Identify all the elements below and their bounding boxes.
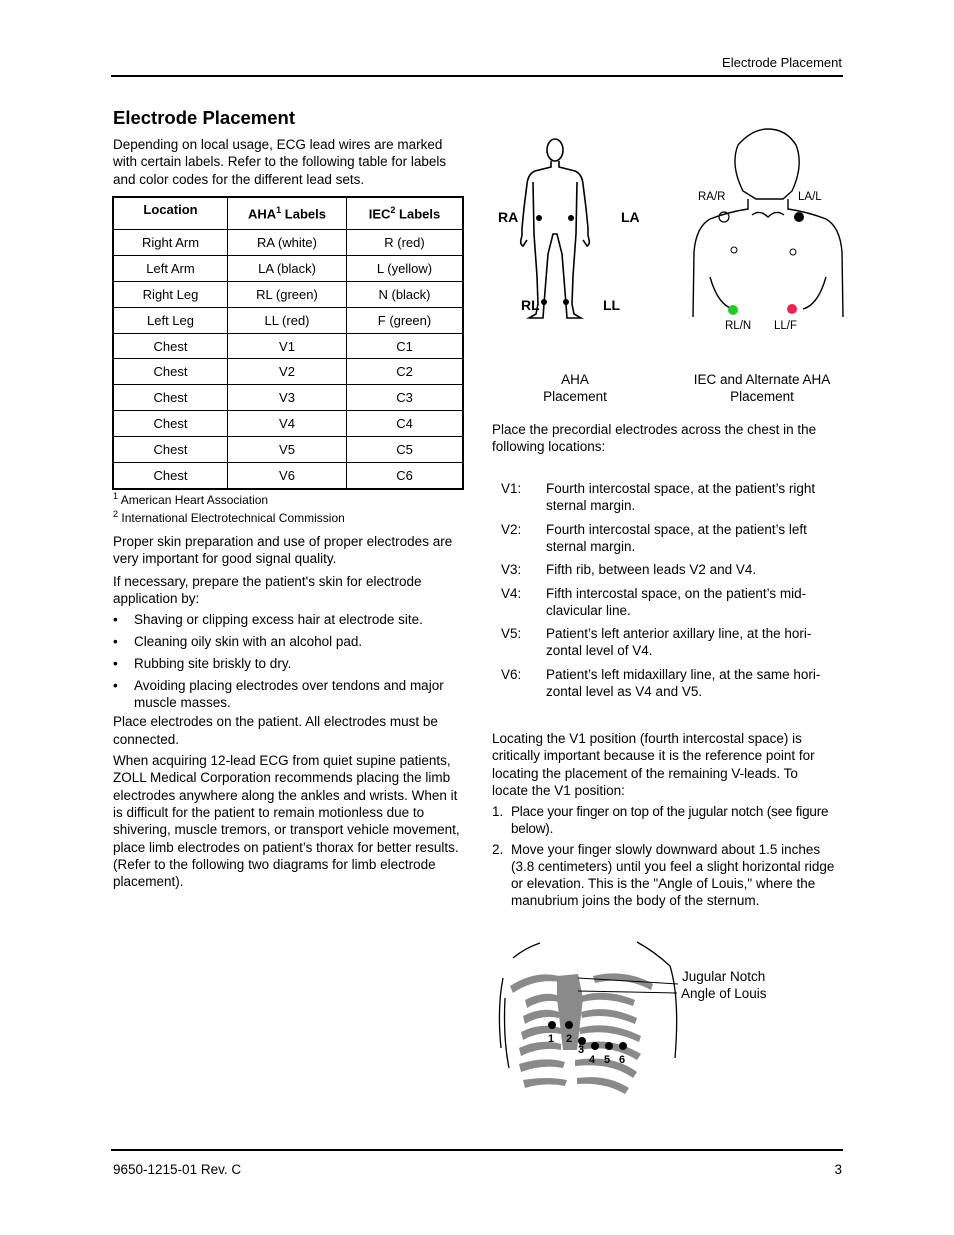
lead-key: V5: xyxy=(501,626,522,641)
iec-label-cell: C2 xyxy=(347,359,464,385)
chest-landmark-diagram xyxy=(495,938,785,1116)
list-item: • Cleaning oily skin with an alcohol pad. xyxy=(113,633,463,650)
lead-key: V2: xyxy=(501,522,522,537)
list-item: • Avoiding placing electrodes over tendons and major muscle masses. xyxy=(113,677,463,712)
footnotes xyxy=(113,489,345,525)
aha-label-cell: V5 xyxy=(228,437,347,463)
lead-key: V4: xyxy=(501,586,522,601)
v1-steps-list xyxy=(492,803,844,913)
v1-locating-intro: Locating the V1 position (fourth intercostal space) is critically important because it is the reference point for locating the placement of the remaining V-leads. To locate the V1 position: xyxy=(492,731,815,798)
page-number: 3 xyxy=(834,1162,842,1177)
aha-label-cell: V3 xyxy=(228,385,347,411)
place-electrodes-paragraph: Place electrodes on the patient. All electrodes must be connected. xyxy=(113,714,438,747)
iec-rl-label: RL/N xyxy=(725,320,752,332)
lead-description: Fifth intercostal space, on the patient’s mid-clavicular line. xyxy=(546,586,807,618)
precordial-lead-item xyxy=(501,666,841,700)
iec-label-cell: L (yellow) xyxy=(347,255,464,281)
table-row xyxy=(113,333,463,359)
lead-description: Fourth intercostal space, at the patient’s right sternal margin. xyxy=(546,481,816,513)
aha-label-cell: LA (black) xyxy=(228,255,347,281)
column-header-iec: IEC$^2$ Labels xyxy=(347,197,464,230)
skin-prep-list xyxy=(113,611,463,712)
table-header-row xyxy=(113,197,463,230)
location-cell: Chest xyxy=(113,359,228,385)
footnote-2: $^2$ International Electrotechnical Commission xyxy=(113,509,345,525)
aha-ll-label: LL xyxy=(603,297,621,313)
point-3-label: 3 xyxy=(578,1044,585,1056)
footnote-1: $^1$ American Heart Association xyxy=(113,491,269,507)
location-cell: Chest xyxy=(113,411,228,437)
location-cell: Right Leg xyxy=(113,281,228,307)
location-cell: Chest xyxy=(113,463,228,489)
table-row xyxy=(113,385,463,411)
aha-label-cell: V6 xyxy=(228,463,347,489)
location-cell: Chest xyxy=(113,333,228,359)
point-6-label: 6 xyxy=(619,1054,626,1066)
iec-placement-diagram xyxy=(688,127,848,342)
aha-label-cell: RL (green) xyxy=(228,281,347,307)
list-item: 2. Move your finger slowly downward about 1.5 inches (3.8 centimeters) until you feel a slight horizontal ridge or elevation. This is the "Angle of Louis," where the manubrium joins the body of the sternum. xyxy=(492,841,835,909)
document-number: 9650-1215-01 Rev. C xyxy=(113,1162,242,1177)
recommendation-paragraph: When acquiring 12-lead ECG from quiet supine patients, ZOLL Medical Corporation recommends placing the limb electrodes anywhere along the ankles and wrists. When it is difficult for the patient to remain motionless due to shivering, muscle tremors, or transport vehicle movement, place limb electrodes on patient’s thorax for better results. (Refer to the following two diagrams for limb electrode placement). xyxy=(113,753,460,890)
running-header: Electrode Placement xyxy=(722,55,842,70)
precordial-lead-item xyxy=(501,561,841,578)
table-row xyxy=(113,463,463,489)
iec-label-cell: C6 xyxy=(347,463,464,489)
location-cell: Left Arm xyxy=(113,255,228,281)
table-row xyxy=(113,307,463,333)
lead-description: Patient’s left midaxillary line, at the same hori-zontal level as V4 and V5. xyxy=(546,667,821,699)
aha-label-cell: RA (white) xyxy=(228,230,347,256)
iec-label-cell: R (red) xyxy=(347,230,464,256)
column-header-location: Location xyxy=(113,197,228,230)
lead-labels-table xyxy=(112,196,464,490)
lead-description: Patient’s left anterior axillary line, at the hori-zontal level of V4. xyxy=(546,626,812,658)
location-cell: Chest xyxy=(113,385,228,411)
lead-key: V1: xyxy=(501,481,522,496)
lead-key: V6: xyxy=(501,667,522,682)
list-item: • Shaving or clipping excess hair at electrode site. xyxy=(113,611,463,628)
lead-description: Fifth rib, between leads V2 and V4. xyxy=(546,562,757,577)
lead-key: V3: xyxy=(501,562,522,577)
aha-label-cell: LL (red) xyxy=(228,307,347,333)
precordial-lead-item xyxy=(501,585,841,619)
iec-label-cell: C4 xyxy=(347,411,464,437)
iec-rl-electrode xyxy=(728,305,738,315)
iec-ra-label: RA/R xyxy=(698,191,726,203)
aha-label-cell: V2 xyxy=(228,359,347,385)
header-rule xyxy=(111,75,843,77)
table-row xyxy=(113,255,463,281)
table-row xyxy=(113,359,463,385)
jugular-notch-label: Jugular Notch xyxy=(682,969,766,984)
iec-label-cell: C3 xyxy=(347,385,464,411)
precordial-lead-item xyxy=(501,625,841,659)
aha-placement-diagram xyxy=(495,136,650,332)
point-2-label: 2 xyxy=(566,1033,573,1045)
section-heading: Electrode Placement xyxy=(113,107,295,128)
list-item: 1. Place your finger on top of the jugular notch (see figure below). xyxy=(492,804,829,837)
iec-caption: IEC and Alternate AHA Placement xyxy=(693,372,831,404)
aha-label-cell: V4 xyxy=(228,411,347,437)
aha-rl-label: RL xyxy=(521,297,540,313)
iec-ll-label: LL/F xyxy=(774,320,798,332)
aha-ra-label: RA xyxy=(498,209,519,225)
list-item: • Rubbing site briskly to dry. xyxy=(113,655,463,672)
column-header-aha: AHA$^1$ Labels xyxy=(228,197,347,230)
table-row xyxy=(113,230,463,256)
iec-label-cell: F (green) xyxy=(347,307,464,333)
aha-label-cell: V1 xyxy=(228,333,347,359)
iec-label-cell: N (black) xyxy=(347,281,464,307)
angle-of-louis-label: Angle of Louis xyxy=(681,986,767,1001)
lead-description: Fourth intercostal space, at the patient’s left sternal margin. xyxy=(546,522,807,554)
iec-la-label: LA/L xyxy=(798,191,822,203)
point-1-label: 1 xyxy=(548,1033,555,1045)
location-cell: Left Leg xyxy=(113,307,228,333)
intro-paragraph: Depending on local usage, ECG lead wires are marked with certain labels. Refer to the following table for labels and color codes for the different lead sets. xyxy=(113,137,447,187)
table-row xyxy=(113,281,463,307)
aha-la-label: LA xyxy=(621,209,640,225)
location-cell: Right Arm xyxy=(113,230,228,256)
if-necessary-paragraph: If necessary, prepare the patient's skin for electrode application by: xyxy=(113,573,422,606)
precordial-intro: Place the precordial electrodes across the chest in the following locations: xyxy=(492,422,817,455)
location-cell: Chest xyxy=(113,437,228,463)
point-5-label: 5 xyxy=(604,1054,611,1066)
precordial-lead-item xyxy=(501,480,841,514)
table-row xyxy=(113,437,463,463)
iec-label-cell: C5 xyxy=(347,437,464,463)
iec-label-cell: C1 xyxy=(347,333,464,359)
left-body xyxy=(113,533,463,890)
point-4-label: 4 xyxy=(589,1054,596,1066)
precordial-lead-item xyxy=(501,521,841,555)
skin-prep-paragraph: Proper skin preparation and use of proper electrodes are very important for good signal quality. xyxy=(113,534,453,567)
aha-caption: AHA Placement xyxy=(543,372,607,404)
iec-ll-electrode xyxy=(787,304,797,314)
table-row xyxy=(113,411,463,437)
footer-rule xyxy=(111,1149,843,1151)
